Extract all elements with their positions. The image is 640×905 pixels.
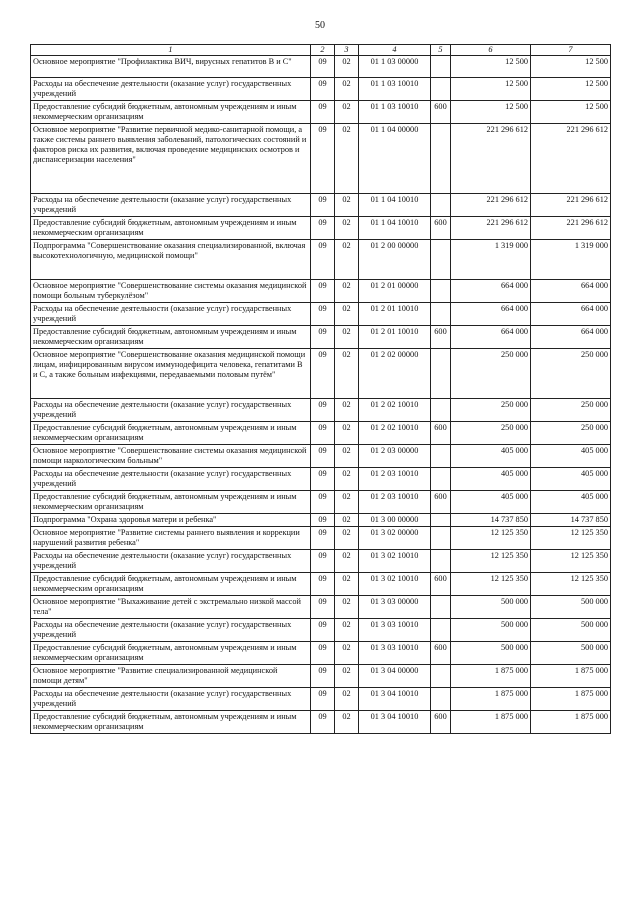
row-expense-type: 600 (431, 491, 451, 514)
row-target-code: 01 3 03 00000 (359, 596, 431, 619)
row-expense-type (431, 303, 451, 326)
row-amount-2: 1 875 000 (531, 688, 611, 711)
row-name: Основное мероприятие "Выхаживание детей с экстремально низкой массой тела" (31, 596, 311, 619)
row-subsection: 02 (335, 642, 359, 665)
table-row (31, 399, 611, 422)
row-section: 09 (311, 468, 335, 491)
row-amount-2: 1 875 000 (531, 711, 611, 734)
table-row (31, 349, 611, 399)
row-expense-type: 600 (431, 101, 451, 124)
row-amount-2: 12 500 (531, 78, 611, 101)
header-col-4: 4 (359, 45, 431, 56)
header-row (31, 45, 611, 56)
row-section: 09 (311, 56, 335, 78)
row-subsection: 02 (335, 491, 359, 514)
row-subsection: 02 (335, 468, 359, 491)
row-subsection: 02 (335, 688, 359, 711)
row-expense-type (431, 399, 451, 422)
row-amount-2: 500 000 (531, 596, 611, 619)
row-amount-1: 664 000 (451, 280, 531, 303)
row-target-code: 01 2 00 00000 (359, 240, 431, 280)
row-expense-type (431, 514, 451, 527)
row-name: Расходы на обеспечение деятельности (оказание услуг) государственных учреждений (31, 550, 311, 573)
row-amount-1: 12 500 (451, 101, 531, 124)
row-amount-2: 12 125 350 (531, 550, 611, 573)
table-row (31, 642, 611, 665)
row-amount-2: 12 125 350 (531, 573, 611, 596)
row-name: Расходы на обеспечение деятельности (оказание услуг) государственных учреждений (31, 688, 311, 711)
row-amount-2: 664 000 (531, 326, 611, 349)
table-row (31, 56, 611, 78)
row-amount-1: 405 000 (451, 468, 531, 491)
row-expense-type (431, 665, 451, 688)
row-amount-2: 12 125 350 (531, 527, 611, 550)
row-name: Основное мероприятие "Совершенствование системы оказания медицинской помощи наркологическим больным" (31, 445, 311, 468)
row-expense-type (431, 194, 451, 217)
row-amount-1: 12 500 (451, 78, 531, 101)
row-amount-1: 405 000 (451, 445, 531, 468)
row-subsection: 02 (335, 303, 359, 326)
row-name: Основное мероприятие "Профилактика ВИЧ, вирусных гепатитов В и С" (31, 56, 311, 78)
table-row (31, 422, 611, 445)
row-amount-2: 250 000 (531, 349, 611, 399)
row-subsection: 02 (335, 217, 359, 240)
table-row (31, 280, 611, 303)
row-section: 09 (311, 550, 335, 573)
row-subsection: 02 (335, 280, 359, 303)
table-row (31, 78, 611, 101)
row-target-code: 01 3 02 10010 (359, 550, 431, 573)
row-target-code: 01 1 03 10010 (359, 78, 431, 101)
row-section: 09 (311, 573, 335, 596)
row-amount-2: 405 000 (531, 468, 611, 491)
row-amount-2: 250 000 (531, 422, 611, 445)
table-row (31, 711, 611, 734)
table-row (31, 445, 611, 468)
row-amount-1: 500 000 (451, 642, 531, 665)
row-expense-type (431, 550, 451, 573)
row-amount-2: 12 500 (531, 101, 611, 124)
row-amount-1: 250 000 (451, 422, 531, 445)
row-subsection: 02 (335, 240, 359, 280)
row-amount-2: 221 296 612 (531, 194, 611, 217)
row-name: Основное мероприятие "Совершенствование системы оказания медицинской помощи больным туберкулёзом" (31, 280, 311, 303)
row-section: 09 (311, 642, 335, 665)
row-amount-1: 14 737 850 (451, 514, 531, 527)
row-target-code: 01 3 03 10010 (359, 642, 431, 665)
row-amount-1: 1 875 000 (451, 688, 531, 711)
row-subsection: 02 (335, 326, 359, 349)
header-col-6: 6 (451, 45, 531, 56)
row-expense-type: 600 (431, 711, 451, 734)
row-expense-type (431, 527, 451, 550)
row-subsection: 02 (335, 56, 359, 78)
table-row (31, 550, 611, 573)
row-expense-type: 600 (431, 217, 451, 240)
table-row (31, 596, 611, 619)
row-amount-1: 664 000 (451, 326, 531, 349)
row-expense-type (431, 240, 451, 280)
row-target-code: 01 2 01 10010 (359, 303, 431, 326)
row-amount-1: 221 296 612 (451, 217, 531, 240)
row-amount-1: 12 125 350 (451, 573, 531, 596)
table-row (31, 303, 611, 326)
row-expense-type (431, 468, 451, 491)
table-row (31, 514, 611, 527)
row-name: Подпрограмма "Охрана здоровья матери и ребенка" (31, 514, 311, 527)
row-target-code: 01 2 03 10010 (359, 468, 431, 491)
row-amount-2: 14 737 850 (531, 514, 611, 527)
table-row (31, 573, 611, 596)
row-section: 09 (311, 665, 335, 688)
row-name: Основное мероприятие "Развитие специализированной медицинской помощи детям" (31, 665, 311, 688)
row-section: 09 (311, 280, 335, 303)
row-amount-1: 1 875 000 (451, 665, 531, 688)
row-target-code: 01 2 02 00000 (359, 349, 431, 399)
row-target-code: 01 3 00 00000 (359, 514, 431, 527)
row-section: 09 (311, 78, 335, 101)
header-col-7: 7 (531, 45, 611, 56)
row-amount-1: 500 000 (451, 596, 531, 619)
row-name: Расходы на обеспечение деятельности (оказание услуг) государственных учреждений (31, 399, 311, 422)
header-col-2: 2 (311, 45, 335, 56)
table-row (31, 688, 611, 711)
row-section: 09 (311, 303, 335, 326)
row-section: 09 (311, 596, 335, 619)
row-expense-type (431, 619, 451, 642)
row-section: 09 (311, 688, 335, 711)
header-col-5: 5 (431, 45, 451, 56)
row-target-code: 01 2 03 00000 (359, 445, 431, 468)
row-expense-type (431, 124, 451, 194)
row-amount-1: 221 296 612 (451, 194, 531, 217)
table-body (31, 56, 611, 734)
row-target-code: 01 3 02 00000 (359, 527, 431, 550)
row-amount-2: 221 296 612 (531, 124, 611, 194)
row-amount-2: 221 296 612 (531, 217, 611, 240)
row-subsection: 02 (335, 349, 359, 399)
row-section: 09 (311, 619, 335, 642)
row-name: Подпрограмма "Совершенствование оказания специализированной, включая высокотехнологичную, медицинской помощи" (31, 240, 311, 280)
row-target-code: 01 1 04 10010 (359, 194, 431, 217)
row-target-code: 01 2 03 10010 (359, 491, 431, 514)
table-row (31, 619, 611, 642)
row-amount-2: 500 000 (531, 642, 611, 665)
row-name: Предоставление субсидий бюджетным, автономным учреждениям и иным некоммерческим организациям (31, 711, 311, 734)
row-target-code: 01 2 02 10010 (359, 399, 431, 422)
row-section: 09 (311, 124, 335, 194)
budget-table (30, 44, 611, 734)
row-section: 09 (311, 349, 335, 399)
row-amount-1: 250 000 (451, 399, 531, 422)
row-subsection: 02 (335, 101, 359, 124)
row-name: Предоставление субсидий бюджетным, автономным учреждениям и иным некоммерческим организациям (31, 326, 311, 349)
row-expense-type: 600 (431, 642, 451, 665)
row-amount-1: 250 000 (451, 349, 531, 399)
row-name: Основное мероприятие "Совершенствование оказания медицинской помощи лицам, инфицированным вирусом иммунодефицита человека, гепатитами В и С, а также больным инфекциями, передаваемыми половым путём" (31, 349, 311, 399)
row-name: Расходы на обеспечение деятельности (оказание услуг) государственных учреждений (31, 78, 311, 101)
row-subsection: 02 (335, 619, 359, 642)
row-target-code: 01 2 01 00000 (359, 280, 431, 303)
row-section: 09 (311, 399, 335, 422)
row-subsection: 02 (335, 514, 359, 527)
row-section: 09 (311, 445, 335, 468)
row-target-code: 01 3 04 00000 (359, 665, 431, 688)
row-section: 09 (311, 217, 335, 240)
row-expense-type: 600 (431, 422, 451, 445)
page-number: 50 (315, 20, 325, 31)
row-target-code: 01 2 02 10010 (359, 422, 431, 445)
row-name: Расходы на обеспечение деятельности (оказание услуг) государственных учреждений (31, 468, 311, 491)
row-subsection: 02 (335, 711, 359, 734)
row-section: 09 (311, 194, 335, 217)
row-expense-type (431, 280, 451, 303)
row-amount-1: 405 000 (451, 491, 531, 514)
row-target-code: 01 3 04 10010 (359, 711, 431, 734)
row-name: Основное мероприятие "Развитие первичной медико-санитарной помощи, а также системы раннего выявления заболеваний, патологических состояний и факторов риска их развития, включая проведение медицинских осмотров и диспансеризации населения" (31, 124, 311, 194)
row-amount-2: 12 500 (531, 56, 611, 78)
table-row (31, 527, 611, 550)
table-row (31, 124, 611, 194)
table-row (31, 665, 611, 688)
row-section: 09 (311, 326, 335, 349)
table-row (31, 217, 611, 240)
row-subsection: 02 (335, 596, 359, 619)
row-amount-2: 1 319 000 (531, 240, 611, 280)
row-target-code: 01 1 03 00000 (359, 56, 431, 78)
table-row (31, 491, 611, 514)
row-subsection: 02 (335, 527, 359, 550)
table-row (31, 468, 611, 491)
row-target-code: 01 1 04 00000 (359, 124, 431, 194)
row-amount-1: 12 500 (451, 56, 531, 78)
row-section: 09 (311, 422, 335, 445)
row-subsection: 02 (335, 445, 359, 468)
row-name: Расходы на обеспечение деятельности (оказание услуг) государственных учреждений (31, 194, 311, 217)
row-amount-1: 664 000 (451, 303, 531, 326)
row-amount-1: 12 125 350 (451, 550, 531, 573)
row-name: Предоставление субсидий бюджетным, автономным учреждениям и иным некоммерческим организациям (31, 217, 311, 240)
row-name: Предоставление субсидий бюджетным, автономным учреждениям и иным некоммерческим организациям (31, 101, 311, 124)
row-subsection: 02 (335, 124, 359, 194)
row-amount-2: 1 875 000 (531, 665, 611, 688)
row-name: Основное мероприятие "Развитие системы раннего выявления и коррекции нарушений развития ребенка" (31, 527, 311, 550)
row-target-code: 01 3 02 10010 (359, 573, 431, 596)
header-col-1: 1 (31, 45, 311, 56)
table-row (31, 326, 611, 349)
table-row (31, 240, 611, 280)
row-amount-2: 405 000 (531, 445, 611, 468)
row-subsection: 02 (335, 573, 359, 596)
row-name: Расходы на обеспечение деятельности (оказание услуг) государственных учреждений (31, 303, 311, 326)
row-name: Предоставление субсидий бюджетным, автономным учреждениям и иным некоммерческим организациям (31, 422, 311, 445)
row-section: 09 (311, 711, 335, 734)
row-expense-type (431, 78, 451, 101)
row-expense-type (431, 349, 451, 399)
row-amount-2: 664 000 (531, 303, 611, 326)
row-amount-1: 12 125 350 (451, 527, 531, 550)
row-expense-type: 600 (431, 326, 451, 349)
row-subsection: 02 (335, 78, 359, 101)
row-expense-type: 600 (431, 573, 451, 596)
row-target-code: 01 1 04 10010 (359, 217, 431, 240)
row-amount-2: 664 000 (531, 280, 611, 303)
row-target-code: 01 2 01 10010 (359, 326, 431, 349)
table-row (31, 101, 611, 124)
row-section: 09 (311, 527, 335, 550)
row-name: Расходы на обеспечение деятельности (оказание услуг) государственных учреждений (31, 619, 311, 642)
row-target-code: 01 1 03 10010 (359, 101, 431, 124)
row-subsection: 02 (335, 422, 359, 445)
row-amount-2: 250 000 (531, 399, 611, 422)
row-expense-type (431, 688, 451, 711)
row-section: 09 (311, 101, 335, 124)
row-section: 09 (311, 514, 335, 527)
row-subsection: 02 (335, 194, 359, 217)
row-name: Предоставление субсидий бюджетным, автономным учреждениям и иным некоммерческим организациям (31, 491, 311, 514)
row-expense-type (431, 596, 451, 619)
row-amount-1: 500 000 (451, 619, 531, 642)
row-amount-1: 1 875 000 (451, 711, 531, 734)
row-target-code: 01 3 04 10010 (359, 688, 431, 711)
header-col-3: 3 (335, 45, 359, 56)
row-subsection: 02 (335, 665, 359, 688)
row-amount-2: 405 000 (531, 491, 611, 514)
row-expense-type (431, 56, 451, 78)
table-row (31, 194, 611, 217)
row-subsection: 02 (335, 550, 359, 573)
row-expense-type (431, 445, 451, 468)
row-name: Предоставление субсидий бюджетным, автономным учреждениям и иным некоммерческим организациям (31, 573, 311, 596)
row-name: Предоставление субсидий бюджетным, автономным учреждениям и иным некоммерческим организациям (31, 642, 311, 665)
row-section: 09 (311, 491, 335, 514)
row-subsection: 02 (335, 399, 359, 422)
row-section: 09 (311, 240, 335, 280)
row-amount-1: 221 296 612 (451, 124, 531, 194)
row-amount-2: 500 000 (531, 619, 611, 642)
row-target-code: 01 3 03 10010 (359, 619, 431, 642)
row-amount-1: 1 319 000 (451, 240, 531, 280)
